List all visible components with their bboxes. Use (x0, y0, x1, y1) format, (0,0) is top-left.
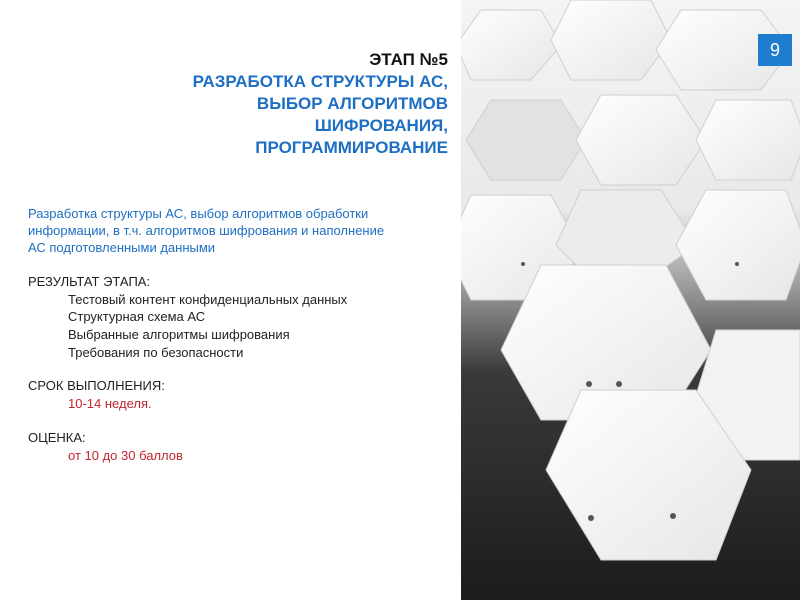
description-line: АС подготовленными данными (28, 240, 216, 255)
result-item: Тестовый контент конфиденциальных данных (68, 292, 348, 307)
stage-description (28, 205, 428, 256)
result-label: РЕЗУЛЬТАТ ЭТАПА: (28, 274, 151, 289)
description-line: информации, в т.ч. алгоритмов шифрования и наполнение (28, 223, 385, 238)
deadline-value: 10-14 неделя. (68, 396, 152, 411)
stage-title-line: ВЫБОР АЛГОРИТМОВ (256, 94, 448, 113)
stage-title (110, 49, 448, 159)
stage-number: ЭТАП №5 (369, 50, 448, 69)
stage-title-line: ПРОГРАММИРОВАНИЕ (255, 138, 448, 157)
result-item: Структурная схема АС (68, 309, 206, 324)
description-line: Разработка структуры АС, выбор алгоритмов обработки (28, 206, 369, 221)
stage-title-line: РАЗРАБОТКА СТРУКТУРЫ АС, (192, 72, 448, 91)
stage-title-line: ШИФРОВАНИЯ, (314, 116, 448, 135)
hexagon-tiles-image (461, 0, 800, 600)
page-number-badge: 9 (758, 34, 792, 66)
grade-value: от 10 до 30 баллов (68, 448, 183, 463)
deadline-label: СРОК ВЫПОЛНЕНИЯ: (28, 378, 165, 393)
grade-label: ОЦЕНКА: (28, 430, 86, 445)
result-item: Требования по безопасности (68, 345, 244, 360)
result-item: Выбранные алгоритмы шифрования (68, 327, 290, 342)
